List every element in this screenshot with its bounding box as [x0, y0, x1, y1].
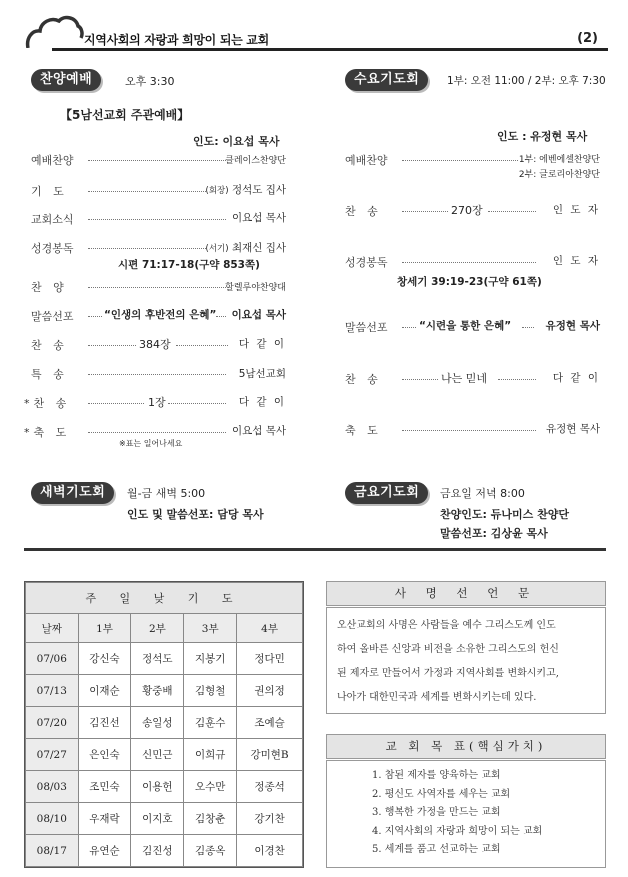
date-cell: 07/27 [26, 739, 79, 771]
table-header-row [26, 614, 303, 643]
prayer-leader-cell: 정종석 [237, 771, 303, 803]
sunday-time: 오후 3:30 [125, 75, 175, 88]
leader-dots [88, 219, 226, 220]
leader-dots [216, 316, 226, 317]
order-label: 찬 송 [31, 339, 68, 352]
prayer-leader-cell: 김창춘 [184, 803, 237, 835]
goals-title: 교 회 목 표(핵심가치) [326, 734, 606, 759]
order-value: 5남선교회 [238, 368, 286, 380]
prayer-leader-cell: 이경찬 [237, 835, 303, 867]
order-label: 교회소식 [31, 213, 74, 226]
prayer-leader-cell: 김종옥 [184, 835, 237, 867]
leader-dots [402, 379, 438, 380]
order-label: 말씀선포 [345, 321, 388, 334]
stand-note: ※표는 일어나세요 [119, 439, 183, 448]
mission-line: 된 제자로 만들어서 가정과 지역사회를 변화시키고, [337, 668, 559, 679]
leader-dots [522, 327, 534, 328]
goal-item: 2. 평신도 사역자를 세우는 교회 [372, 788, 511, 800]
column-header: 1부 [78, 614, 131, 643]
table-row [26, 707, 303, 739]
leader-dots [88, 248, 206, 249]
leader-dots [88, 287, 226, 288]
prayer-leader-cell: 이지호 [131, 803, 184, 835]
mission-text [327, 608, 605, 710]
prayer-leader-cell: 조민숙 [78, 771, 131, 803]
date-cell: 07/20 [26, 707, 79, 739]
sermon-title: “시련을 통한 은혜” [419, 320, 512, 332]
order-value: (회장) 정석도 집사 [205, 184, 286, 196]
table-title: 주 일 낮 기 도 [26, 583, 303, 614]
order-label: 성경봉독 [345, 256, 388, 269]
leader-dots [402, 327, 416, 328]
leader-dots [488, 211, 536, 212]
header-rule [52, 48, 608, 51]
table-row [26, 835, 303, 867]
prayer-leader-cell: 송일성 [131, 707, 184, 739]
table-row [26, 675, 303, 707]
table-row [26, 771, 303, 803]
date-cell: 08/17 [26, 835, 79, 867]
order-label: 말씀선포 [31, 310, 74, 323]
table-row [26, 803, 303, 835]
dawn-prayer-pill: 새벽기도회 [31, 482, 114, 504]
leader-dots [88, 374, 226, 375]
order-value: 1부: 에벤에셀찬양단 [518, 155, 600, 165]
column-header: 2부 [131, 614, 184, 643]
hymn-number: 1장 [148, 396, 166, 409]
order-value: 다 같 이 [552, 372, 600, 384]
order-label: 기 도 [31, 185, 68, 198]
date-cell: 07/06 [26, 643, 79, 675]
friday-line-2: 말씀선포: 김상윤 목사 [440, 527, 548, 540]
order-value: 이요섭 목사 [231, 425, 286, 437]
prayer-leader-cell: 조예슬 [237, 707, 303, 739]
friday-line-1: 찬양인도: 듀나미스 찬양단 [440, 508, 569, 521]
mission-line: 하여 올바른 신앙과 비전을 소유한 그리스도의 헌신 [337, 644, 559, 655]
order-value: 인 도 자 [552, 204, 600, 216]
scripture-ref: 창세기 39:19-23(구약 61쪽) [397, 276, 542, 288]
prayer-leader-cell: 권의정 [237, 675, 303, 707]
prayer-leader-cell: 이재순 [78, 675, 131, 707]
goal-item: 5. 세계를 품고 선교하는 교회 [372, 844, 501, 855]
sunday-subtitle: 【5남선교회 주관예배】 [60, 108, 190, 122]
order-value: 이요섭 목사 [231, 212, 286, 224]
mission-box [326, 607, 606, 714]
order-value: 할렐루야찬양대 [225, 283, 286, 293]
column-header: 날짜 [26, 614, 79, 643]
prayer-leader-cell: 유연순 [78, 835, 131, 867]
leader-dots [176, 345, 228, 346]
friday-prayer-pill: 금요기도회 [345, 482, 428, 504]
goal-item: 1. 참된 제자를 양육하는 교회 [372, 770, 501, 781]
order-label: *찬 송 [24, 397, 71, 410]
prayer-leader-cell: 강기찬 [237, 803, 303, 835]
order-label: 성경봉독 [31, 242, 74, 255]
order-value: 인 도 자 [552, 255, 600, 267]
page-header [24, 14, 608, 52]
order-value: 유정현 목사 [545, 320, 600, 332]
date-cell: 08/03 [26, 771, 79, 803]
sunday-worship-pill: 찬양예배 [31, 69, 101, 91]
leader-dots [88, 316, 102, 317]
order-label: 찬 송 [345, 205, 382, 218]
cloud-icon [24, 14, 84, 48]
prayer-leader-cell: 오수만 [184, 771, 237, 803]
order-label: 축 도 [345, 424, 382, 437]
leader-dots [88, 432, 226, 433]
prayer-leader-cell: 우재락 [78, 803, 131, 835]
date-cell: 07/13 [26, 675, 79, 707]
sunday-leader: 인도: 이요섭 목사 [193, 135, 280, 148]
prayer-leader-cell: 신민근 [131, 739, 184, 771]
goals-list [327, 761, 605, 860]
prayer-leader-cell: 이희규 [184, 739, 237, 771]
column-header: 4부 [237, 614, 303, 643]
wednesday-prayer-pill: 수요기도회 [345, 69, 428, 91]
order-label: 찬 송 [345, 373, 382, 386]
dawn-time: 월-금 새벽 5:00 [127, 487, 206, 500]
leader-dots [168, 403, 226, 404]
order-label: 예배찬양 [345, 154, 388, 167]
column-header: 3부 [184, 614, 237, 643]
leader-dots [88, 345, 136, 346]
prayer-leader-cell: 은인숙 [78, 739, 131, 771]
hymn-number: 270장 [451, 204, 483, 217]
order-value: 클레이스찬양단 [225, 156, 286, 166]
section-divider [24, 548, 606, 551]
order-value: 이요섭 목사 [231, 309, 286, 321]
leader-dots [88, 403, 144, 404]
mission-title: 사 명 선 언 문 [326, 581, 606, 606]
header-title: 지역사회의 자랑과 희망이 되는 교회 [84, 33, 269, 47]
leader-dots [88, 160, 226, 161]
order-label: 예배찬양 [31, 154, 74, 167]
date-cell: 08/10 [26, 803, 79, 835]
order-label: *축 도 [24, 426, 71, 439]
prayer-leader-cell: 이용헌 [131, 771, 184, 803]
mission-line: 나아가 대한민국과 세계를 변화시키는데 있다. [337, 692, 537, 703]
order-value: 유정현 목사 [545, 423, 600, 435]
wednesday-time: 1부: 오전 11:00 / 2부: 오후 7:30 [447, 75, 606, 87]
prayer-leader-cell: 김훈수 [184, 707, 237, 739]
sermon-title: “인생의 후반전의 은혜” [104, 309, 217, 321]
order-value: 다 같 이 [238, 396, 286, 408]
prayer-leader-cell: 강미현B [237, 739, 303, 771]
page-number: (2) [577, 31, 598, 46]
mission-line: 오산교회의 사명은 사람들을 예수 그리스도께 인도 [337, 620, 556, 631]
leader-dots [402, 160, 518, 161]
order-label: 특 송 [31, 368, 68, 381]
order-value-2: 2부: 글로리아찬양단 [518, 170, 600, 180]
hymn-title: 나는 믿네 [441, 372, 488, 385]
goal-item: 3. 행복한 가정을 만드는 교회 [372, 807, 501, 818]
prayer-leader-cell: 황중배 [131, 675, 184, 707]
hymn-number: 384장 [139, 338, 171, 351]
order-value: 다 같 이 [238, 338, 286, 350]
order-label: 찬 양 [31, 281, 68, 294]
leader-dots [402, 211, 448, 212]
friday-time: 금요일 저녁 8:00 [440, 487, 525, 500]
prayer-leader-cell: 김형철 [184, 675, 237, 707]
wednesday-leader: 인도 : 유정현 목사 [497, 130, 588, 143]
order-value: (서기) 최재신 집사 [205, 242, 286, 254]
table-row [26, 643, 303, 675]
prayer-leader-cell: 강신숙 [78, 643, 131, 675]
leader-dots [402, 262, 536, 263]
goal-item: 4. 지역사회의 자랑과 희망이 되는 교회 [372, 825, 543, 837]
dawn-detail: 인도 및 말씀선포: 담당 목사 [127, 508, 264, 521]
prayer-leader-cell: 정석도 [131, 643, 184, 675]
leader-dots [498, 379, 536, 380]
leader-dots [402, 430, 536, 431]
prayer-leader-cell: 지봉기 [184, 643, 237, 675]
goals-box [326, 760, 606, 868]
scripture-ref: 시편 71:17-18(구약 853쪽) [118, 259, 260, 271]
leader-dots [88, 191, 206, 192]
table-row [26, 739, 303, 771]
prayer-leader-cell: 정다민 [237, 643, 303, 675]
prayer-leader-cell: 김진성 [131, 835, 184, 867]
prayer-leader-cell: 김진선 [78, 707, 131, 739]
sunday-prayer-table [24, 581, 304, 868]
